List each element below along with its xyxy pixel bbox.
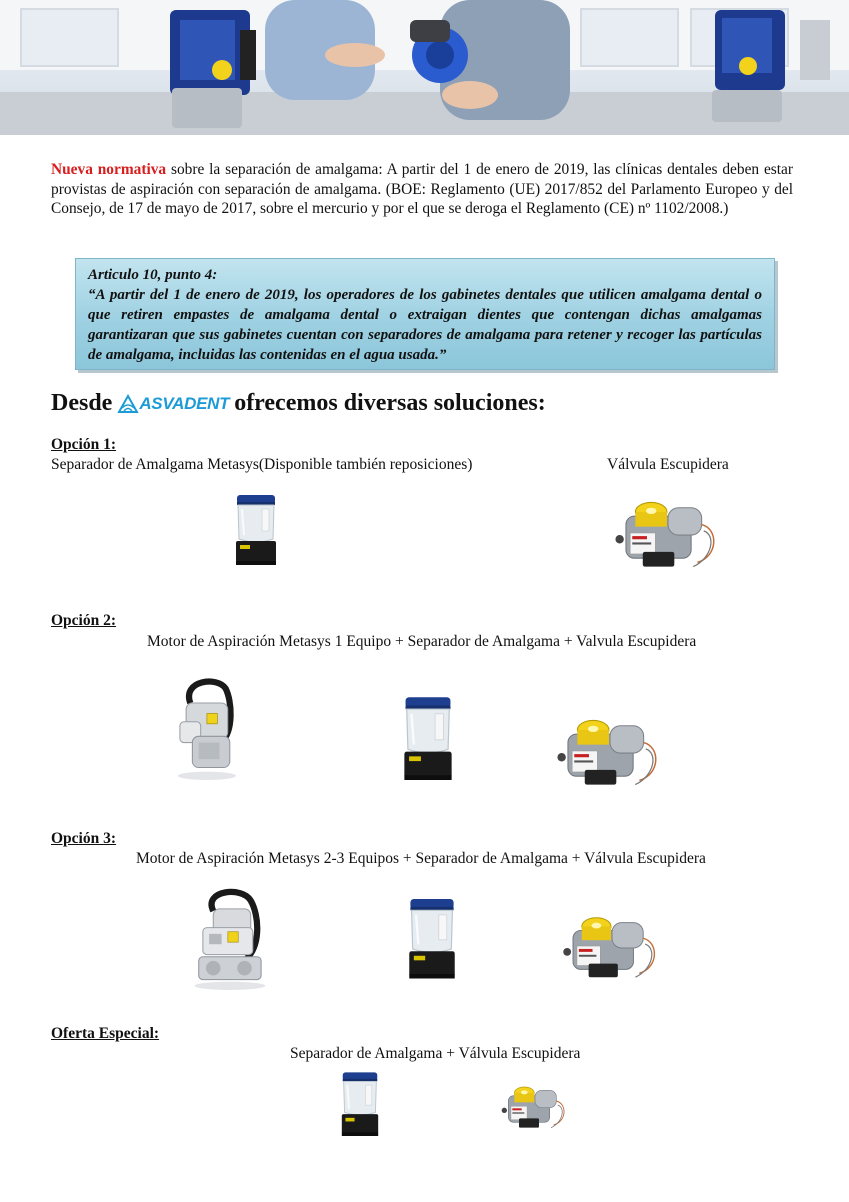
suction-motor-2-image (190, 886, 274, 990)
option-3-title: Opción 3: (51, 830, 117, 847)
special-offer-caption: Separador de Amalgama + Válvula Escupidera (290, 1045, 581, 1062)
quote-text: “A partir del 1 de enero de 2019, los operadores de los gabinetes dentales que utilicen amalgama dental o que retiren empastes de amalgama dental o extraigan dientes que contengan dichas amalgamas garantizaran que sus gabinetes cuentan con separadores de amalgama para retener y recoger las partículas de amalgama, incluidas las contenidas en el agua usada.” (88, 287, 762, 363)
amalgam-separator-image (340, 1072, 380, 1140)
amalgam-separator-image (402, 697, 454, 785)
solutions-suffix: ofrecemos diversas soluciones: (234, 390, 546, 416)
solutions-prefix: Desde (51, 390, 113, 416)
intro-paragraph (51, 160, 793, 219)
spittoon-valve-image (555, 711, 665, 793)
option-1-title: Opción 1: (51, 436, 117, 453)
header-photo (0, 0, 849, 135)
asvadent-logo-text: ASVADENT (139, 393, 230, 413)
solutions-heading (51, 390, 546, 417)
quote-heading: Articulo 10, punto 4: (88, 267, 218, 283)
special-offer-title: Oferta Especial: (51, 1025, 160, 1042)
spittoon-valve-image (613, 493, 723, 575)
option-2-caption: Motor de Aspiración Metasys 1 Equipo + Separador de Amalgama + Valvula Escupidera (147, 633, 697, 650)
option-2-title: Opción 2: (51, 612, 117, 629)
amalgam-separator-image (407, 898, 457, 984)
option-3-caption: Motor de Aspiración Metasys 2-3 Equipos + Separador de Amalgama + Válvula Escupidera (136, 850, 706, 867)
intro-body: sobre la separación de amalgama: A partir del 1 de enero de 2019, las clínicas dentales deben estar provistas de aspiración con separación de amalgama. (BOE: Reglamento (UE) 2017/852 del Parlamento Europeo y del Consejo, de 17 de mayo de 2017, sobre el mercurio y por el que se deroga el Reglamento (CE) nº 1102/2008.) (51, 161, 793, 217)
asvadent-logo (117, 394, 229, 414)
amalgam-separator-image (234, 495, 278, 569)
spittoon-valve-image (500, 1081, 570, 1133)
option-1-caption-right: Válvula Escupidera (607, 456, 729, 473)
intro-lead: Nueva normativa (51, 161, 167, 178)
asvadent-logo-icon (117, 394, 139, 414)
option-1-caption-left: Separador de Amalgama Metasys(Disponible también reposiciones) (51, 456, 473, 473)
suction-motor-1-image (170, 676, 248, 780)
regulation-quote-box (75, 258, 775, 370)
spittoon-valve-image (562, 909, 662, 985)
